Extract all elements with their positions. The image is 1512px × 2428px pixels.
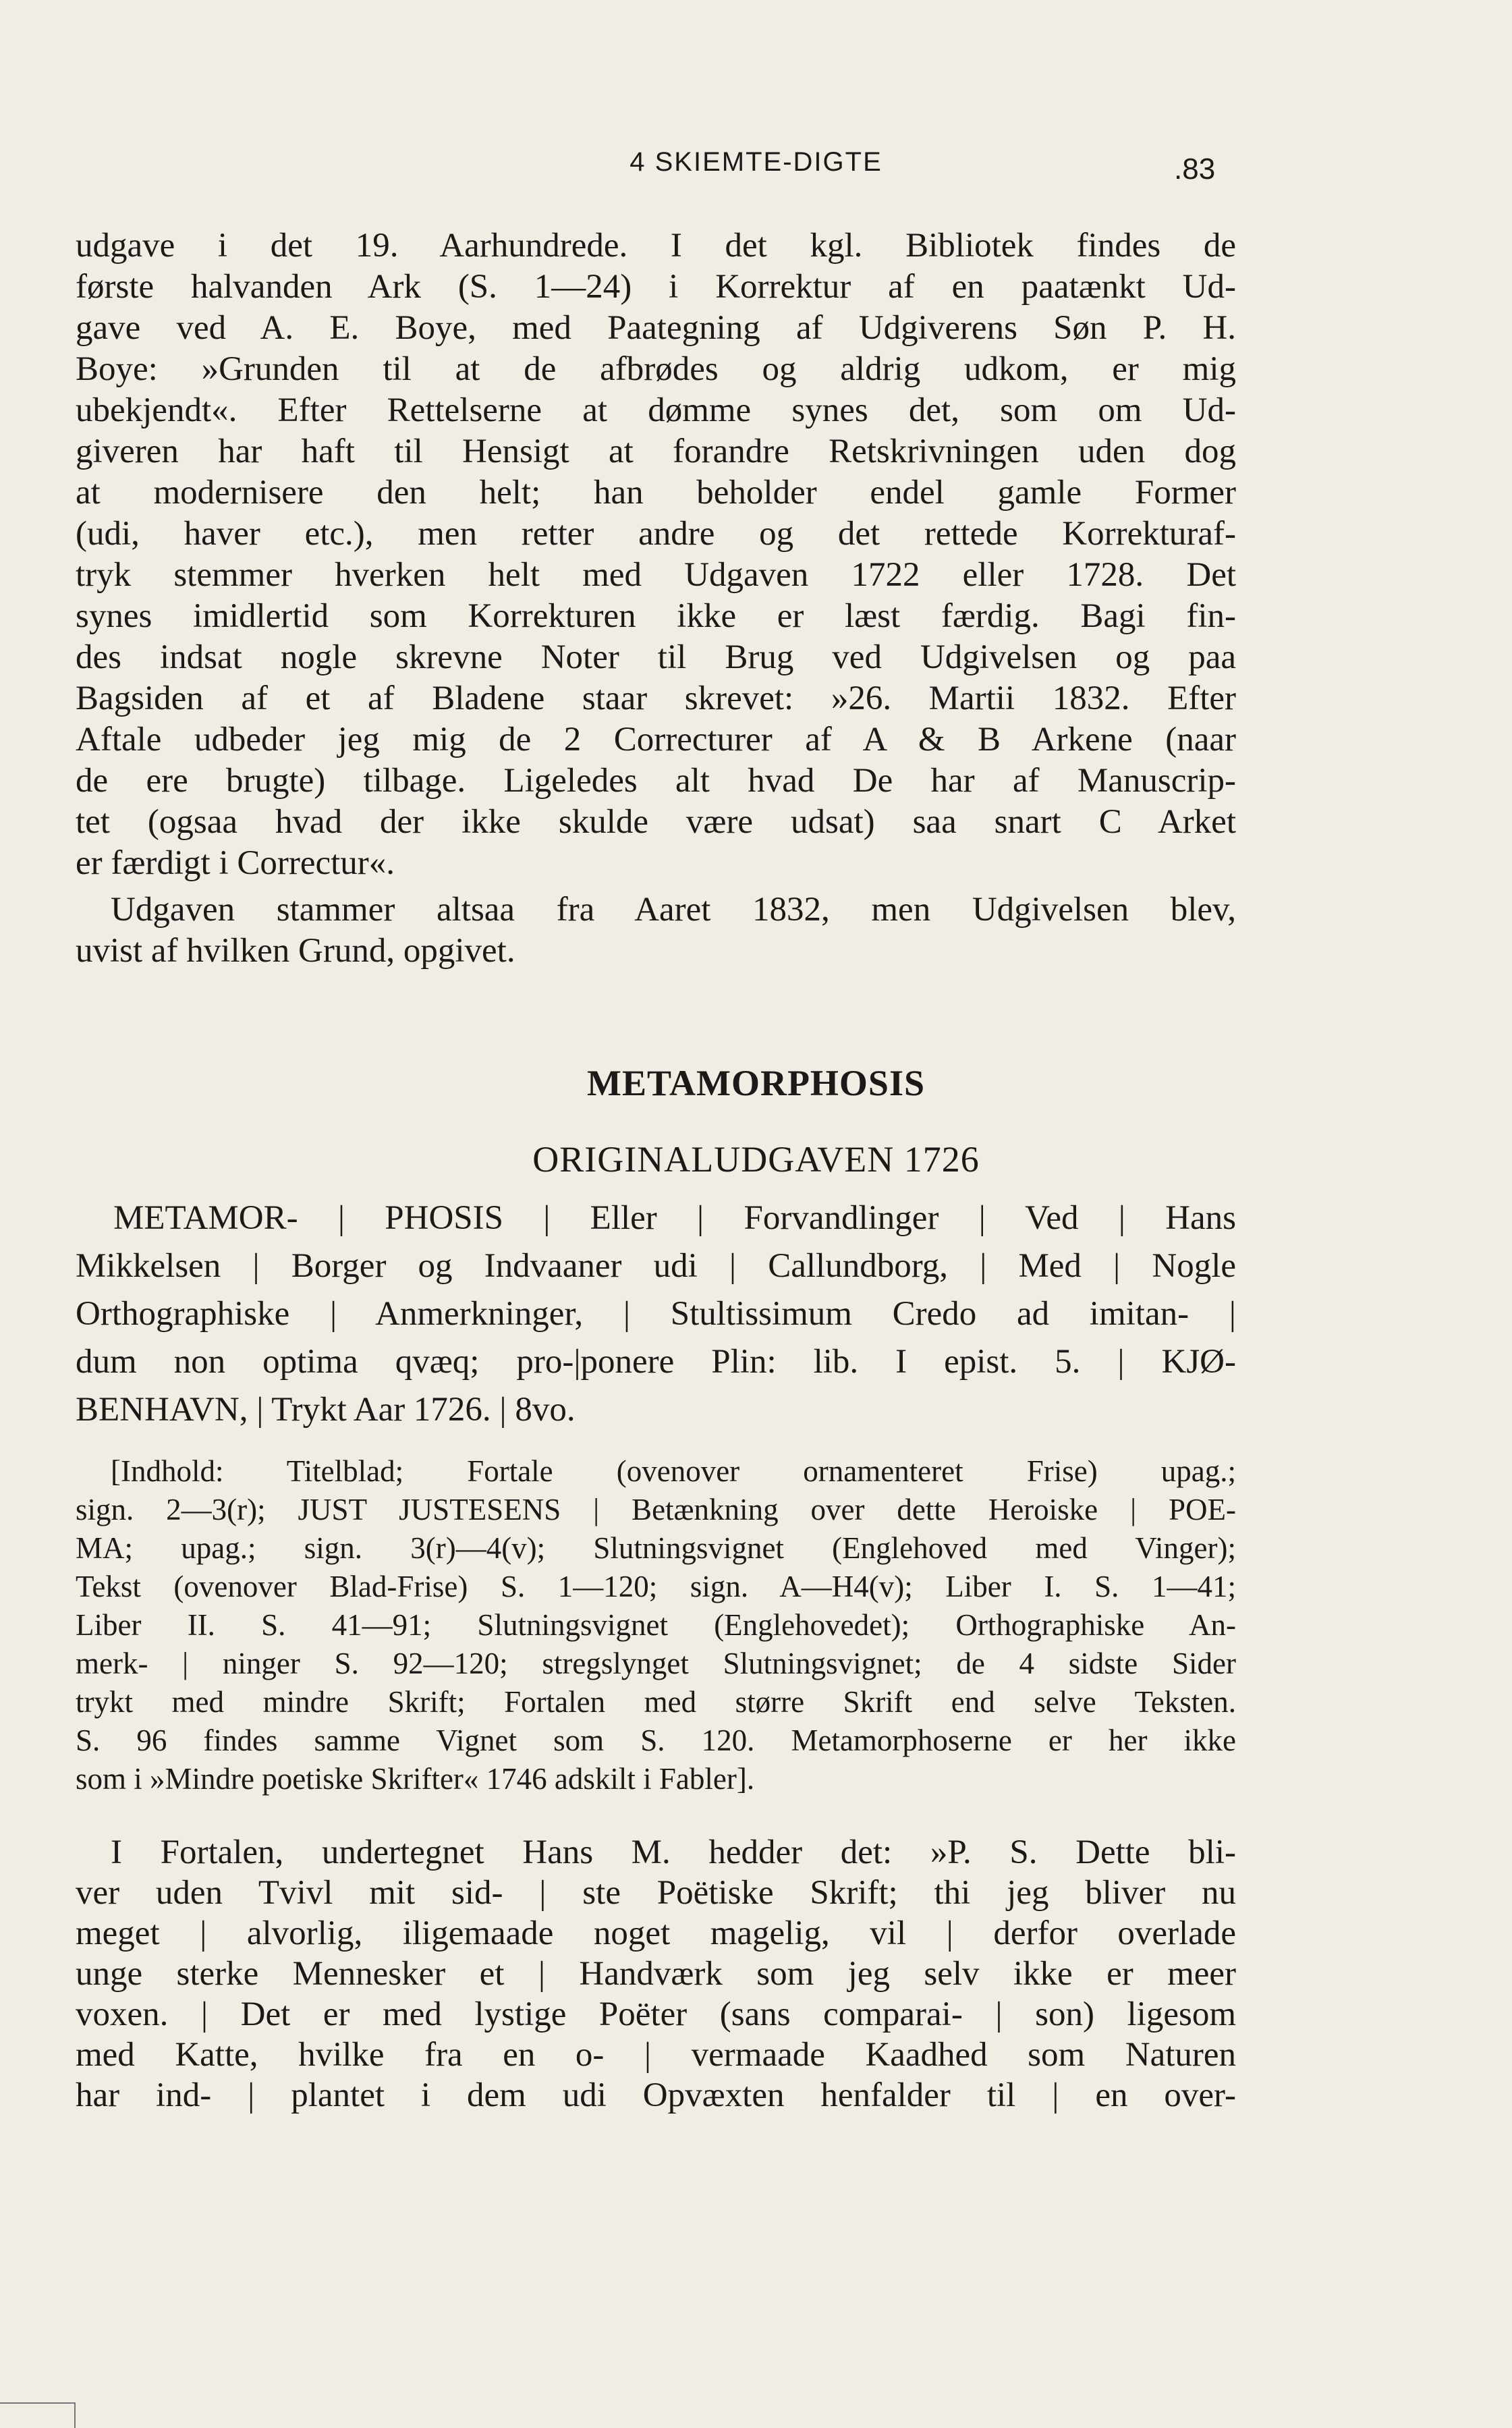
text-line: merk- | ninger S. 92—120; stregslynget Slutningsvignet; de 4 sidste Sider [76,1647,1236,1680]
text-line: MA; upag.; sign. 3(r)—4(v); Slutningsvignet (Englehoved med Vinger); [76,1531,1236,1565]
text-line: Udgaven stammer altsaa fra Aaret 1832, men Udgivelsen blev, [111,891,1236,929]
text-line: har ind- | plantet i dem udi Opvæxten henfalder til | en over- [76,2076,1236,2114]
text-line: S. 96 findes samme Vignet som S. 120. Metamorphoserne er her ikke [76,1723,1236,1757]
contents-note [76,1452,1236,1798]
intro-paragraph [76,225,1236,884]
text-line: tryk stemmer hverken helt med Udgaven 1722 eller 1728. Det [76,556,1236,594]
text-line: som i »Mindre poetiske Skrifter« 1746 adskilt i Fabler]. [76,1762,755,1796]
section-subtitle: ORIGINALUDGAVEN 1726 [532,1139,980,1180]
text-line: de ere brugte) tilbage. Ligeledes alt hvad De har af Manuscrip- [76,762,1236,800]
text-line: I Fortalen, undertegnet Hans M. hedder det: »P. S. Dette bli- [111,1833,1236,1871]
text-line: udgave i det 19. Aarhundrede. I det kgl. Bibliotek findes de [76,227,1236,265]
preface-quote [76,1832,1236,2116]
text-line: Tekst (ovenover Blad-Frise) S. 1—120; sign. A—H4(v); Liber I. S. 1—41; [76,1570,1236,1603]
text-line: voxen. | Det er med lystige Poëter (sans comparai- | son) ligesom [76,1995,1236,2033]
text-line: er færdigt i Correctur«. [76,844,395,882]
text-line: at modernisere den helt; han beholder endel gamle Former [76,474,1236,512]
text-line: BENHAVN, | Trykt Aar 1726. | 8vo. [76,1391,576,1429]
text-line: sign. 2—3(r); JUST JUSTESENS | Betænkning over dette Heroiske | POE- [76,1493,1236,1526]
text-line: Liber II. S. 41—91; Slutningsvignet (Englehovedet); Orthographiske An- [76,1608,1236,1642]
text-line: dum non optima qvæq; pro-|ponere Plin: lib. I epist. 5. | KJØ- [76,1343,1236,1381]
text-line: Bagsiden af et af Bladene staar skrevet: »26. Martii 1832. Efter [76,680,1236,717]
text-line: ver uden Tvivl mit sid- | ste Poëtiske Skrift; thi jeg bliver nu [76,1874,1236,1912]
text-line: første halvanden Ark (S. 1—24) i Korrektur af en paatænkt Ud- [76,268,1236,306]
text-line: trykt med mindre Skrift; Fortalen med større Skrift end selve Teksten. [76,1685,1236,1719]
second-paragraph [76,889,1236,972]
text-line: meget | alvorlig, iligemaade noget magelig, vil | derfor overlade [76,1914,1236,1952]
text-line: des indsat nogle skrevne Noter til Brug ved Udgivelsen og paa [76,638,1236,676]
text-line: unge sterke Mennesker et | Handværk som jeg selv ikke er meer [76,1955,1236,1993]
text-line: Orthographiske | Anmerkninger, | Stultissimum Credo ad imitan- | [76,1295,1236,1333]
text-line: [Indhold: Titelblad; Fortale (ovenover ornamenteret Frise) upag.; [111,1454,1236,1488]
text-line: Boye: »Grunden til at de afbrødes og aldrig udkom, er mig [76,350,1236,388]
text-line: tet (ogsaa hvad der ikke skulde være udsat) saa snart C Arket [76,803,1236,841]
text-line: METAMOR- | PHOSIS | Eller | Forvandlinger | Ved | Hans [113,1199,1236,1237]
text-line: med Katte, hvilke fra en o- | vermaade Kaadhed som Naturen [76,2036,1236,2074]
text-line: ubekjendt«. Efter Rettelserne at dømme synes det, som om Ud- [76,391,1236,429]
text-line: Mikkelsen | Borger og Indvaaner udi | Callundborg, | Med | Nogle [76,1247,1236,1285]
text-line: Aftale udbeder jeg mig de 2 Correcturer af A & B Arkene (naar [76,721,1236,758]
title-transcription [76,1194,1236,1434]
text-line: (udi, haver etc.), men retter andre og det rettede Korrekturaf- [76,515,1236,553]
text-line: gave ved A. E. Boye, med Paategning af Udgiverens Søn P. H. [76,309,1236,347]
text-line: giveren har haft til Hensigt at forandre Retskrivningen uden dog [76,433,1236,470]
text-line: synes imidlertid som Korrekturen ikke er læst færdig. Bagi fin- [76,597,1236,635]
page-number: .83 [1174,153,1216,186]
section-title: METAMORPHOSIS [586,1063,926,1103]
running-head: 4 SKIEMTE-DIGTE [629,147,883,177]
corner-scan-mark [0,2402,76,2428]
text-line: uvist af hvilken Grund, opgivet. [76,932,515,970]
